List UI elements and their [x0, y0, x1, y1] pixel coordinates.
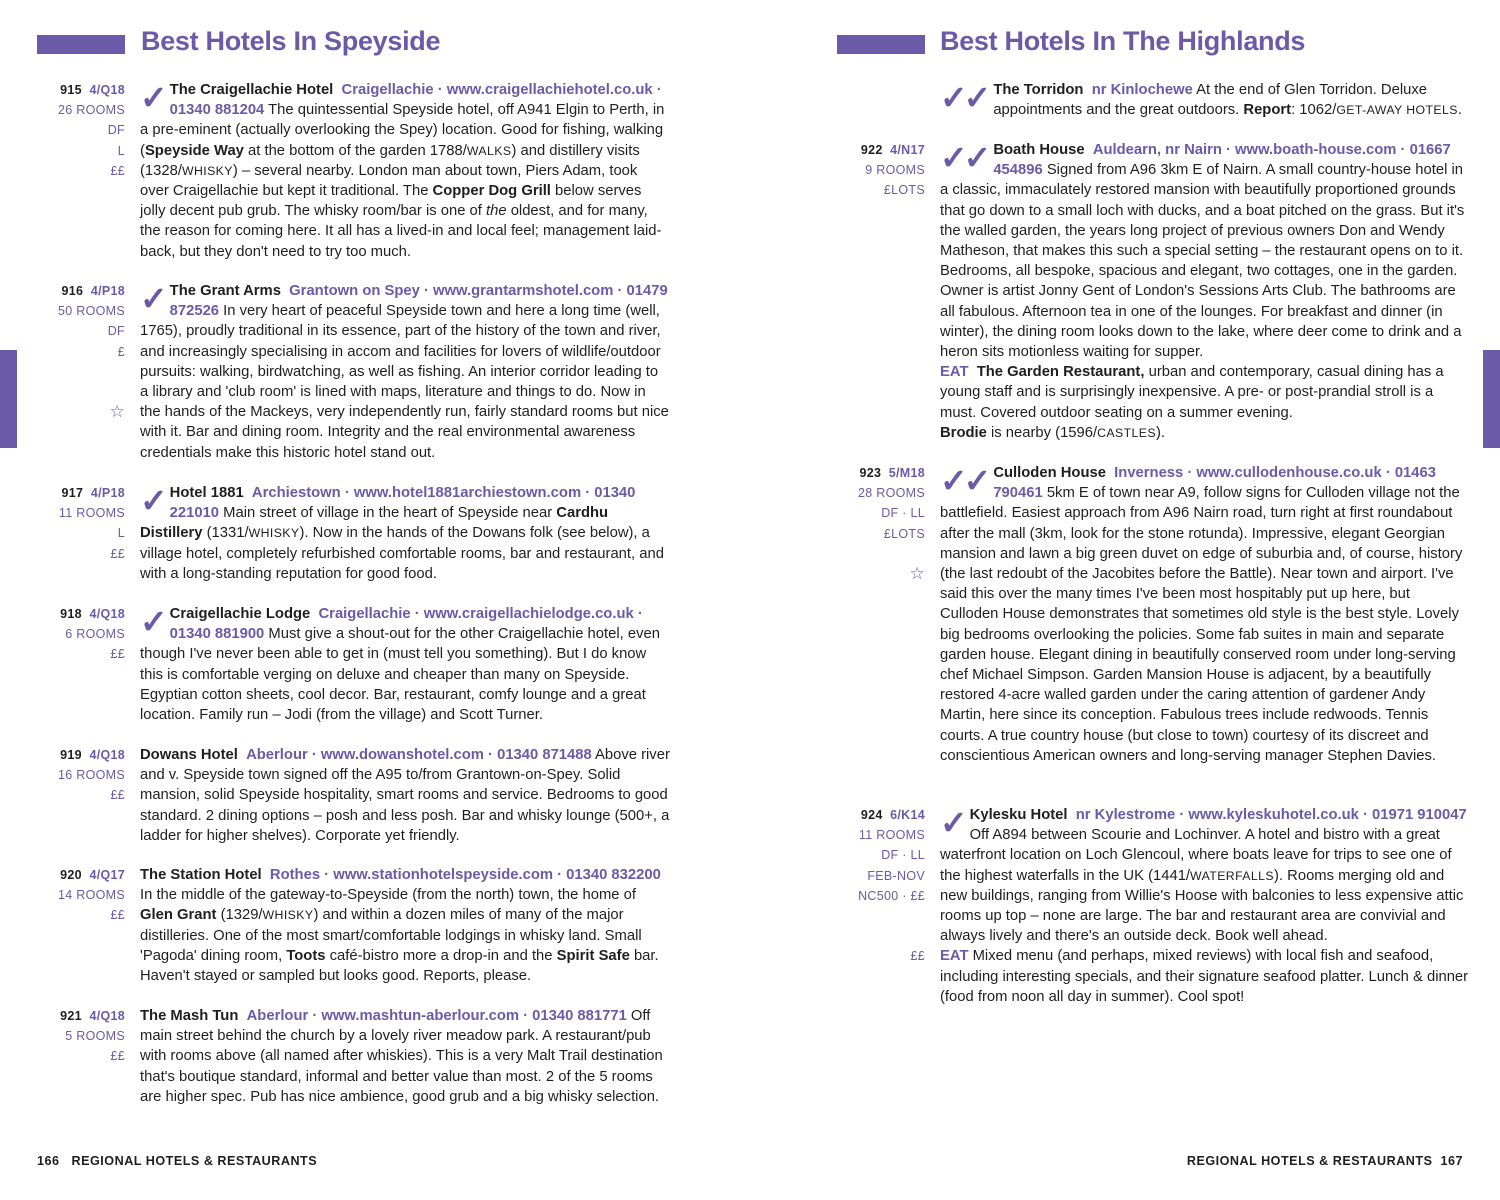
page-number: 167 [1440, 1154, 1463, 1168]
room-count: 50 ROOMS [58, 304, 125, 319]
map-grid: 4/Q17 [89, 868, 125, 882]
room-count: 26 ROOMS [58, 103, 125, 118]
highlight: Cardhu Distillery [140, 505, 609, 542]
hotel-name: The Grant Arms [169, 283, 281, 299]
eat-price-band: ££ [910, 949, 925, 964]
hotel-location[interactable]: nr Kylestrome · www.kyleskuhotel.co.uk · 01971 910047 [1075, 807, 1467, 823]
check-mark-icon: ✓ [140, 482, 164, 519]
room-count: 16 ROOMS [58, 768, 125, 783]
entry-body: ✓✓ Culloden House Inverness · www.cullodenhouse.co.uk · 01463 790461 5km E of town near A9, follow signs for Culloden village not the battlefield. Easiest approach from A96 Nairn road, turn right at first roundabout after the mall (3km, look for the stone rotunda). Impressive, elegant Georgian mansion and lawn a big green duvet on edge of suburbia and, of course, history (the last redoubt of the Jacobites before the Battle). Near town and airport. I've said this over the many times I've been most hospitably put up here, but Culloden House demonstrates that sometimes old style is the best style. Lovely big bedrooms overlooking the policies. Some fab suites in main and separate garden house. Elegant dining in beautifully conserved room under long-serving chef Michael Simpson. Garden Mansion House is adjacent, by a beautifully restored 4-acre walled garden under the caring attention of gardener Andy Martin, here since its conception. Fabulous trees include redwoods. Tennis courts. A true country house (but close to town) courtesy of its discreet and conscientious American owners and long-serving manager Stephen Davies. [940, 462, 1463, 764]
price-band: NC500 · ££ [858, 888, 925, 903]
price-band: ££ [110, 546, 125, 561]
entry-body: ✓✓ The Torridon nr Kinlochewe At the end of Glen Torridon. Deluxe appointments and the great outdoors. Report: 1062/GET-AWAY HOTELS. [940, 79, 1462, 119]
hotel-location[interactable]: Archiestown · www.hotel1881archiestown.com · 01340 221010 [169, 485, 636, 522]
heading-bar [837, 35, 925, 54]
check-mark-icon: ✓ [140, 280, 164, 317]
entry-number: 919 [60, 748, 82, 762]
hotel-location[interactable]: Rothes · www.stationhotelspeyside.com · 01340 832200 [269, 867, 661, 883]
room-count: 28 ROOMS [858, 486, 925, 501]
meta-tag: DF [107, 324, 125, 339]
cross-ref: CASTLES [1097, 425, 1156, 440]
hotel-location[interactable]: Aberlour · www.dowanshotel.com · 01340 871488 [246, 747, 592, 763]
entry-number: 920 [60, 868, 82, 882]
hotel-name: The Station Hotel [140, 867, 262, 883]
entry-body: ✓ The Craigellachie Hotel Craigellachie · www.craigellachiehotel.co.uk · 01340 881204 The quintessential Speyside hotel, off A941 Elgin to Perth, in a pre-eminent (actually overlooking the Spey) location. Good for fishing, walking (Speyside Way at the bottom of the garden 1788/WALKS) and distillery visits (1328/WHISKY) – several nearby. London man about town, Piers Adam, took over Craigellachie but kept it traditional. The Copper Dog Grill below serves jolly decent pub grub. The whisky room/bar is one of the oldest, and for many, the reason for coming here. It all has a lived-in and local feel; management laid-back, but they don't need to try too much. [140, 79, 665, 260]
check-mark-icon: ✓ [140, 79, 164, 116]
section-title: Best Hotels In The Highlands [940, 26, 1306, 56]
entry-meta [0, 483, 125, 564]
entry-body: ✓ Hotel 1881 Archiestown · www.hotel1881archiestown.com · 01340 221010 Main street of village in the heart of Speyside near Cardhu Distillery (1331/WHISKY). Now in the hands of the Dowans folk (see below), a village hotel, completely refurbished comfortable rooms, bar and restaurant, and with a long-standing reputation for good food. [140, 482, 664, 582]
star-outline-icon: ☆ [909, 564, 925, 584]
map-grid: 4/Q18 [89, 607, 125, 621]
eat-label: EAT [940, 948, 969, 965]
check-mark-icon: ✓✓ [940, 79, 988, 116]
hotel-name: Boath House [993, 142, 1085, 158]
heading-bar [37, 35, 125, 54]
check-mark-icon: ✓ [140, 603, 164, 640]
section-title: Best Hotels In Speyside [141, 26, 441, 56]
highlight: Spirit Safe [556, 947, 630, 964]
price-band: ££ [110, 788, 125, 803]
map-grid: 4/N17 [890, 143, 925, 157]
hotel-name: The Craigellachie Hotel [169, 82, 334, 98]
entry-meta [800, 463, 925, 584]
hotel-name: The Mash Tun [140, 1008, 239, 1024]
entry-meta [800, 140, 925, 201]
map-grid: 4/P18 [90, 486, 125, 500]
entry-number: 917 [61, 486, 84, 500]
map-grid: 5/M18 [888, 466, 925, 480]
room-count: 6 ROOMS [65, 627, 125, 642]
hotel-name: Hotel 1881 [169, 485, 244, 501]
hotel-name: Kylesku Hotel [969, 807, 1068, 823]
meta-tag: DF · LL [881, 848, 925, 863]
highlight: Copper Dog Grill [432, 183, 551, 200]
check-mark-icon: ✓ [940, 804, 964, 841]
page-number: 166 [37, 1154, 60, 1168]
star-outline-icon: ☆ [109, 402, 125, 422]
highlight: Speyside Way [144, 142, 244, 159]
price-band: £LOTS [883, 526, 925, 541]
entry-body: Dowans Hotel Aberlour · www.dowanshotel.com · 01340 871488 Above river and v. Speyside town signed off the A95 to/from Grantown-on-Spey. Solid mansion, solid Speyside hospitality, smart rooms and service. Bedrooms to good standard. 2 dining options – posh and less posh. Bar and whisky lounge (500+, a ladder for higher shelves). Corporate yet friendly. [140, 747, 670, 844]
entry-body: The Mash Tun Aberlour · www.mashtun-aberlour.com · 01340 881771 Off main street behind the church by a lovely river meadow park. A restaurant/pub with rooms above (all named after whiskies). This is a very Malt Trail destination that's boutique standard, informal and better value than most. 2 of the 5 rooms are higher spec. Pub has nice ambience, good grub and a big whisky selection. [140, 1008, 663, 1105]
page-footer [37, 1154, 317, 1168]
room-count: 14 ROOMS [58, 888, 125, 903]
highlight: Glen Grant [140, 907, 217, 924]
meta-tag: L [117, 143, 125, 158]
entry-body: ✓ Craigellachie Lodge Craigellachie · www.craigellachielodge.co.uk · 01340 881900 Must give a shout-out for the other Craigellachie hotel, even though I've never been able to get in (must tell you something). But I do know this is comfortable verging on deluxe and cheaper than many on Speyside. Egyptian cotton sheets, cool decor. Bar, restaurant, comfy lounge and a great location. Family run – Jodi (from the village) and Scott Turner. [140, 603, 660, 724]
restaurant-name: The Garden Restaurant, [976, 364, 1145, 381]
hotel-location[interactable]: Inverness · www.cullodenhouse.co.uk · 01463 790461 [993, 465, 1436, 502]
check-mark-icon: ✓✓ [940, 139, 988, 176]
running-footer: REGIONAL HOTELS & RESTAURANTS [1186, 1154, 1433, 1168]
hotel-name: The Torridon [993, 82, 1084, 98]
cross-ref: WHISKY [181, 163, 233, 178]
entry-body: ✓✓ Boath House Auldearn, nr Nairn · www.boath-house.com · 01667 454896 Signed from A96 3km E of Nairn. A small country-house hotel in a classic, immaculately restored mansion with beautifully proportioned grounds that go down to a small loch with ducks, and a boat pitched on the grass. But it's the walled garden, the years long project of previous owners Don and Wendy Matheson, that makes this such a special setting – the restaurant opens on to it. Bedrooms, all bespoke, spacious and elegant, two cottages, one in the garden. Owner is artist Jonny Gent of London's Sessions Arts Club. The bathrooms are all fabulous. Afternoon tea in one of the lounges. For breakfast and dinner (in winter), the dining room looks down to the lake, where deer come to drink and a heron sits motionless waiting for supper. EAT The Garden Restaurant, urban and contemporary, casual dining has a young staff and is surprisingly inexpensive. A pre- or post-prandial stroll is a must. Covered outdoor seating on a summer evening. Brodie is nearby (1596/CASTLES). [940, 139, 1465, 441]
eat-label: EAT [940, 364, 969, 381]
entry-number: 921 [60, 1009, 82, 1023]
price-band: £LOTS [883, 183, 925, 198]
entry-body: The Station Hotel Rothes · www.stationhotelspeyside.com · 01340 832200 In the middle of the gateway-to-Speyside (from the north) town, the home of Glen Grant (1329/WHISKY) and within a dozen miles of many of the major distilleries. One of the most smart/comfortable lodgings in whisky land. Small 'Pagoda' dining room, Toots café-bistro more a drop-in and the Spirit Safe bar. Haven't stayed or sampled but looks good. Reports, please. [140, 867, 661, 985]
entry-meta [0, 604, 125, 665]
cross-ref: WHISKY [248, 526, 300, 541]
cross-ref: GET-AWAY HOTELS [1336, 103, 1458, 118]
hotel-location[interactable]: nr Kinlochewe [1091, 82, 1193, 98]
thumb-tab [1483, 350, 1500, 448]
entry-number: 916 [61, 284, 84, 298]
right-page [750, 0, 1500, 1200]
hotel-location[interactable]: Auldearn, nr Nairn · www.boath-house.com · 01667 454896 [993, 142, 1451, 179]
hotel-location[interactable]: Aberlour · www.mashtun-aberlour.com · 01340 881771 [246, 1008, 627, 1024]
map-grid: 4/Q18 [89, 83, 125, 97]
hotel-location[interactable]: Craigellachie · www.craigellachiehotel.co.uk · 01340 881204 [169, 82, 662, 119]
meta-tag: DF [107, 123, 125, 138]
map-grid: 4/P18 [90, 284, 125, 298]
meta-tag: DF · LL [881, 506, 925, 521]
map-grid: 4/Q18 [89, 748, 125, 762]
entry-meta [0, 281, 125, 422]
entry-body: ✓ Kylesku Hotel nr Kylestrome · www.kyleskuhotel.co.uk · 01971 910047 Off A894 between Scourie and Lochinver. A hotel and bistro with a great waterfront location on Loch Glencoul, where boats leave for trips to see one of the highest waterfalls in the UK (1441/WATERFALLS). Rooms merging old and new buildings, ranging from Willie's Hoose with balconies to less expensive attic rooms up top – none are large. The bar and restaurant area are convivial and always lively and there's an outside deck. Book well ahead. EAT Mixed menu (and perhaps, mixed reviews) with local fish and seafood, including interesting specials, and their signature seafood platter. Lunch & dinner (food from noon all day in summer). Cool spot! [940, 804, 1469, 1005]
price-band: £ [117, 344, 125, 359]
price-band: ££ [110, 163, 125, 178]
hotel-name: Craigellachie Lodge [169, 606, 311, 622]
page-footer [1187, 1154, 1463, 1168]
entry-number: 915 [60, 83, 82, 97]
entry-meta [0, 865, 125, 926]
hotel-name: Culloden House [993, 465, 1106, 481]
room-count: 9 ROOMS [865, 163, 925, 178]
room-count: 11 ROOMS [858, 828, 925, 843]
entry-meta [0, 80, 125, 181]
entry-meta [800, 805, 925, 967]
price-band: ££ [110, 647, 125, 662]
highlight: Toots [286, 947, 326, 964]
cross-ref: WATERFALLS [1190, 868, 1274, 883]
room-count: 5 ROOMS [65, 1029, 125, 1044]
cross-ref: WHISKY [262, 908, 314, 923]
room-count: 11 ROOMS [58, 506, 125, 521]
running-footer: REGIONAL HOTELS & RESTAURANTS [71, 1154, 318, 1168]
entry-meta [0, 745, 125, 806]
price-band: ££ [110, 1049, 125, 1064]
entry-meta [0, 1006, 125, 1067]
entry-number: 924 [860, 808, 883, 822]
highlight: Brodie [940, 424, 987, 441]
hotel-location[interactable]: Craigellachie · www.craigellachielodge.co.uk · 01340 881900 [169, 606, 643, 643]
meta-tag: L [117, 526, 125, 541]
entry-number: 922 [860, 143, 883, 157]
check-mark-icon: ✓✓ [940, 462, 988, 499]
entry-number: 923 [859, 466, 882, 480]
entry-number: 918 [60, 607, 82, 621]
highlight: Report [1243, 102, 1292, 119]
season: FEB-NOV [867, 868, 925, 883]
price-band: ££ [110, 908, 125, 923]
map-grid: 6/K14 [890, 808, 925, 822]
hotel-location[interactable]: Grantown on Spey · www.grantarmshotel.com · 01479 872526 [169, 283, 668, 320]
entry-body: ✓ The Grant Arms Grantown on Spey · www.grantarmshotel.com · 01479 872526 In very heart of peaceful Speyside town and here a long time (well, 1765), proudly traditional in its essence, part of the history of the town and river, and increasingly specialising in accom and facilities for lovers of wildlife/outdoor pursuits: walking, birdwatching, as well as fishing. An interior corridor leading to a library and 'club room' is lined with maps, literature and things to do. Now in the hands of the Mackeys, very independently run, fairly standard rooms but nice with it. Bar and dining room. Integrity and the real environmental awareness credentials make this historic hotel stand out. [140, 280, 669, 461]
map-grid: 4/Q18 [89, 1009, 125, 1023]
cross-ref: WALKS [466, 143, 512, 158]
hotel-name: Dowans Hotel [140, 747, 238, 763]
